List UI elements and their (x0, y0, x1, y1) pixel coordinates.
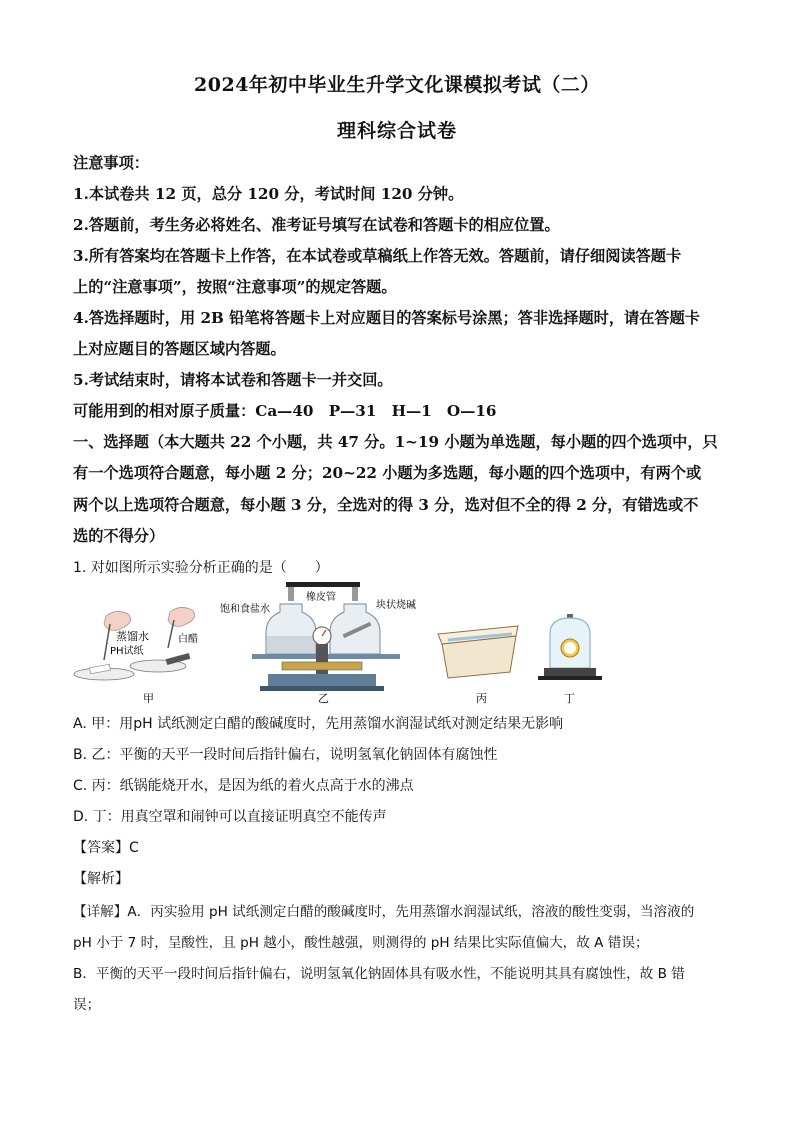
option-a: A. 甲：用pH 试纸测定白醋的酸碱度时，先用蒸馏水润湿试纸对测定结果无影响 (73, 716, 564, 732)
notice-item-1: 1.本试卷共 12 页，总分 120 分，考试时间 120 分钟。 (73, 185, 464, 203)
exam-title: 2024年初中毕业生升学文化课模拟考试（二） (194, 74, 600, 96)
experiment-jia-illustration (74, 607, 195, 680)
option-d: D. 丁：用真空罩和闹钟可以直接证明真空不能传声 (73, 809, 387, 825)
notice-item-5: 5.考试结束时，请将本试卷和答题卡一并交回。 (73, 371, 393, 389)
experiment-bing-paper-pot (438, 626, 518, 678)
atomic-mass-line: 可能用到的相对原子质量：Ca—40 P—31 H—1 O—16 (73, 402, 497, 420)
label-saline: 饱和食盐水 (220, 604, 270, 615)
section1-line-3: 两个以上选项符合题意，每小题 3 分，全选对的得 3 分，选对但不全的得 2 分，有错选或不 (73, 496, 699, 514)
detail-line-3: B．平衡的天平一段时间后指针偏右，说明氢氧化钠固体具有吸水性，不能说明其具有腐蚀性，故 B 错 (73, 966, 685, 982)
label-distilled-water: 蒸馏水 (116, 630, 149, 643)
detail-line-1: 【详解】A．丙实验用 pH 试纸测定白醋的酸碱度时，先用蒸馏水润湿试纸，溶液的酸性变弱，当溶液的 (73, 904, 695, 920)
exam-subtitle: 理科综合试卷 (336, 120, 457, 142)
section1-line-2: 有一个选项符合题意，每小题 2 分；20~22 小题为多选题，每小题的四个选项中，有两个或 (73, 464, 702, 482)
answer-line: 【答案】C (73, 840, 139, 856)
question-1-figure (70, 578, 610, 708)
label-naoh-solid: 块状烧碱 (376, 600, 416, 611)
analysis-label: 【解析】 (73, 871, 129, 887)
notice-item-3: 3.所有答案均在答题卡上作答，在本试卷或草稿纸上作答无效。答题前，请仔细阅读答题卡 (73, 247, 682, 265)
section1-line-1: 一、选择题（本大题共 22 个小题，共 47 分。1~19 小题为单选题，每小题的四个选项中，只 (73, 433, 718, 451)
notice-item-3-cont: 上的“注意事项”，按照“注意事项”的规定答题。 (73, 278, 397, 296)
label-vinegar: 白醋 (178, 634, 198, 645)
label-ding: 丁 (564, 692, 575, 705)
label-bing: 丙 (476, 692, 487, 705)
section1-line-4: 选的不得分） (73, 527, 165, 545)
label-jia: 甲 (143, 692, 154, 705)
option-c: C. 丙：纸锅能烧开水，是因为纸的着火点高于水的沸点 (73, 778, 414, 794)
notice-item-4: 4.答选择题时，用 2B 铅笔将答题卡上对应题目的答案标号涂黑；答非选择题时，请在答题卡 (73, 309, 700, 327)
notice-item-2: 2.答题前，考生务必将姓名、准考证号填写在试卷和答题卡的相应位置。 (73, 216, 560, 234)
label-yi: 乙 (318, 692, 329, 705)
detail-line-2: pH 小于 7 时，呈酸性，且 pH 越小，酸性越强，则测得的 pH 结果比实际值偏大，故 A 错误； (73, 935, 649, 951)
notice-item-4-cont: 上对应题目的答题区域内答题。 (73, 340, 286, 358)
detail-line-4: 误； (73, 997, 101, 1013)
notice-heading: 注意事项： (73, 154, 149, 172)
label-ph-paper: PH试纸 (110, 646, 144, 657)
experiment-ding-bell-jar (538, 614, 602, 680)
label-rubber-tube: 橡皮管 (306, 592, 336, 603)
question-1-stem: 1. 对如图所示实验分析正确的是（ ） (73, 560, 329, 576)
option-b: B. 乙：平衡的天平一段时间后指针偏右，说明氢氧化钠固体有腐蚀性 (73, 747, 498, 763)
experiment-illustration (70, 578, 610, 708)
